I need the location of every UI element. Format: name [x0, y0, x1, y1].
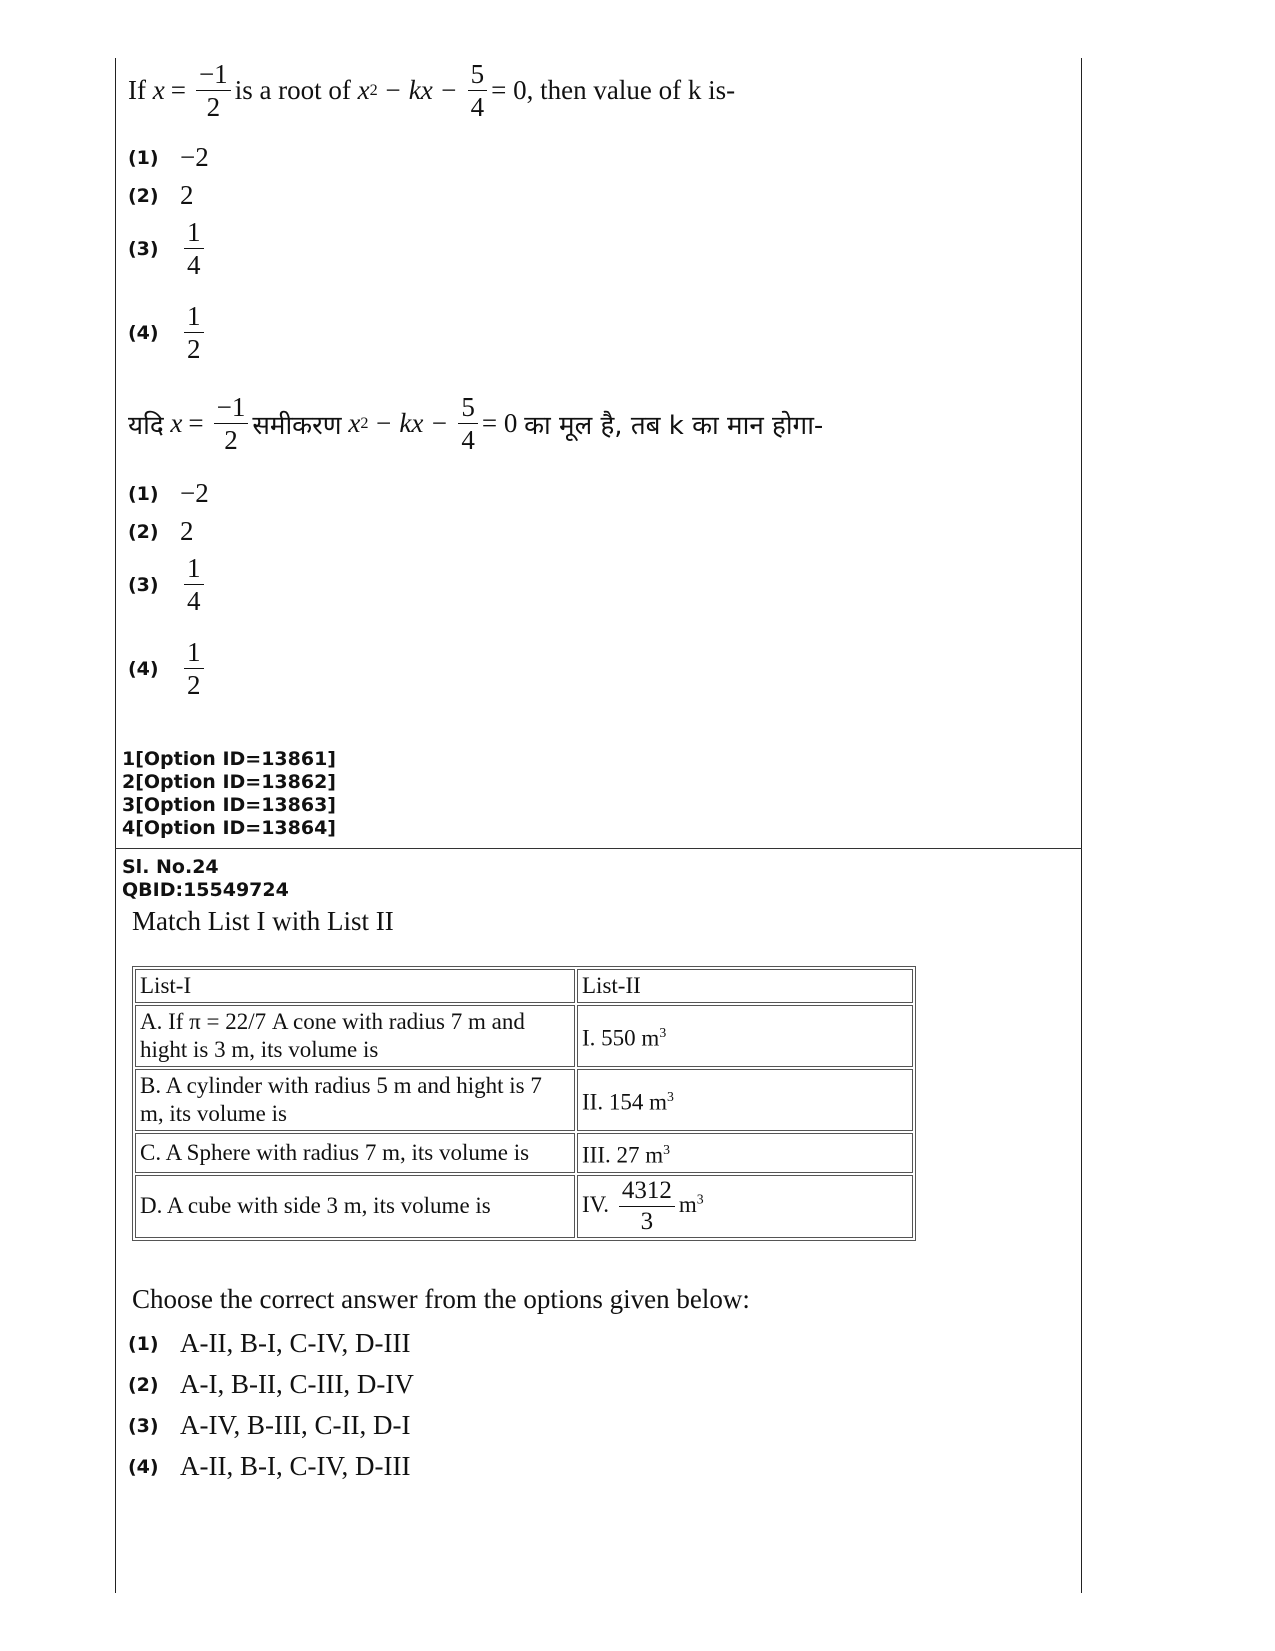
volume-denominator: 3 — [640, 1207, 654, 1235]
root-fraction-hi — [214, 393, 249, 455]
root-numerator-hi: −1 — [214, 393, 249, 424]
option-1-en[interactable] — [128, 142, 209, 173]
q-suffix-hi: का मूल है, तब k का मान होगा- — [524, 410, 824, 441]
option-fraction — [184, 638, 204, 700]
option-value: −2 — [180, 142, 209, 172]
option-denominator: 2 — [187, 334, 201, 365]
unit-exponent: 3 — [659, 1025, 667, 1041]
list-2-item-iv — [577, 1175, 913, 1239]
option-label: (3) — [128, 573, 159, 596]
list-2-item-iii — [577, 1133, 913, 1173]
option-label: (1) — [128, 146, 159, 169]
option-2-en[interactable] — [128, 180, 194, 211]
answer-instruction: Choose the correct answer from the options given below: — [132, 1284, 750, 1314]
option-value: A-II, B-I, C-IV, D-III — [180, 1328, 411, 1358]
option-numerator: 1 — [184, 638, 204, 669]
constant-denominator-hi: 4 — [461, 425, 475, 456]
poly-middle-hi: − kx − — [374, 408, 449, 439]
constant-fraction-hi — [458, 393, 478, 455]
list-2-text: I. 550 m — [582, 1025, 660, 1051]
option-label: (2) — [128, 184, 159, 207]
q24-option-4[interactable] — [128, 1451, 410, 1482]
option-denominator: 4 — [187, 250, 201, 281]
option-4-en[interactable] — [128, 302, 208, 364]
option-label: (3) — [128, 1414, 159, 1437]
q24-option-2[interactable] — [128, 1369, 414, 1400]
constant-numerator: 5 — [468, 60, 488, 91]
constant-numerator-hi: 5 — [458, 393, 478, 424]
option-value: −2 — [180, 478, 209, 508]
option-denominator: 4 — [187, 586, 201, 617]
list-2-header: List-II — [577, 969, 913, 1003]
volume-unit: m — [678, 1191, 697, 1217]
root-numerator: −1 — [196, 60, 231, 91]
option-id-2: 2[Option ID=13862] — [122, 771, 336, 793]
option-value: A-I, B-II, C-III, D-IV — [180, 1369, 414, 1399]
list-1-item-a: A. If π = 22/7 A cone with radius 7 m and hight is 3 m, its volume is — [135, 1005, 575, 1067]
q24-option-1[interactable] — [128, 1328, 410, 1359]
option-id-list — [122, 748, 336, 840]
list-1-item-d: D. A cube with side 3 m, its volume is — [135, 1175, 575, 1239]
root-fraction — [196, 60, 231, 122]
root-denominator: 2 — [206, 92, 221, 123]
question-text-hi — [128, 393, 823, 455]
option-label: (4) — [128, 657, 159, 680]
option-id-1: 1[Option ID=13861] — [122, 748, 336, 770]
volume-fraction — [619, 1178, 675, 1236]
q-prefix: If — [128, 75, 146, 106]
list-1-item-b: B. A cylinder with radius 5 m and hight is 7 m, its volume is — [135, 1069, 575, 1131]
list-2-item-i — [577, 1005, 913, 1067]
constant-denominator: 4 — [470, 92, 485, 123]
q-prefix-hi: यदि — [128, 410, 164, 441]
option-numerator: 1 — [184, 554, 204, 585]
list-2-text: III. 27 m — [582, 1142, 664, 1168]
unit-exponent: 3 — [666, 1089, 674, 1105]
poly-x: x — [357, 75, 370, 106]
unit-exponent: 3 — [663, 1142, 671, 1157]
question-text-en — [128, 60, 735, 122]
option-3-hi[interactable] — [128, 554, 208, 616]
option-label: (4) — [128, 321, 159, 344]
question-divider — [115, 848, 1082, 849]
option-numerator: 1 — [184, 218, 204, 249]
list-1-header: List-I — [135, 969, 575, 1003]
list-2-item-ii — [577, 1069, 913, 1131]
option-label: (3) — [128, 237, 159, 260]
option-value: 2 — [180, 180, 194, 210]
option-2-hi[interactable] — [128, 516, 194, 547]
option-1-hi[interactable] — [128, 478, 209, 509]
question-bank-id: QBID:15549724 — [122, 879, 289, 901]
option-fraction — [184, 554, 204, 616]
unit-exponent: 3 — [696, 1191, 704, 1207]
q-equals: = — [170, 75, 186, 106]
option-fraction — [184, 302, 204, 364]
q-var-x-hi: x — [170, 408, 183, 439]
option-fraction — [184, 218, 204, 280]
match-table — [132, 966, 916, 1241]
volume-numerator: 4312 — [619, 1178, 675, 1207]
poly-middle: − kx − — [383, 75, 458, 106]
q24-option-3[interactable] — [128, 1410, 410, 1441]
q-equals-hi: = — [188, 408, 204, 439]
table-header-row — [135, 969, 913, 1003]
table-row — [135, 1069, 913, 1131]
list-1-item-c: C. A Sphere with radius 7 m, its volume is — [135, 1133, 575, 1173]
option-label: (4) — [128, 1455, 159, 1478]
serial-number: Sl. No.24 — [122, 856, 219, 878]
table-row — [135, 1175, 913, 1239]
poly-exponent-hi: 2 — [360, 414, 369, 433]
option-id-4: 4[Option ID=13864] — [122, 817, 336, 839]
option-value: A-IV, B-III, C-II, D-I — [180, 1410, 411, 1440]
option-label: (1) — [128, 482, 159, 505]
option-denominator: 2 — [187, 670, 201, 701]
poly-exponent: 2 — [369, 81, 378, 100]
question-meta — [122, 856, 289, 902]
option-value: A-II, B-I, C-IV, D-III — [180, 1451, 411, 1481]
poly-x-hi: x — [348, 408, 361, 439]
table-row — [135, 1005, 913, 1067]
option-label: (2) — [128, 1373, 159, 1396]
list-2-prefix: IV. — [582, 1191, 610, 1217]
option-id-3: 3[Option ID=13863] — [122, 794, 336, 816]
question-prompt: Match List I with List II — [132, 906, 394, 936]
option-4-hi[interactable] — [128, 638, 208, 700]
option-numerator: 1 — [184, 302, 204, 333]
option-value: 2 — [180, 516, 194, 546]
root-denominator-hi: 2 — [224, 425, 238, 456]
q-mid-text-hi: समीकरण — [252, 410, 342, 441]
option-label: (2) — [128, 520, 159, 543]
option-3-en[interactable] — [128, 218, 208, 280]
constant-fraction — [468, 60, 488, 122]
table-row — [135, 1133, 913, 1173]
q-mid-text: is a root of — [234, 75, 351, 106]
q-var-x: x — [152, 75, 165, 106]
q-equals-zero-hi: = 0 — [481, 408, 518, 439]
option-label: (1) — [128, 1332, 159, 1355]
list-2-text: II. 154 m — [582, 1089, 667, 1115]
q-equals-zero: = 0 — [491, 75, 527, 106]
q-suffix: , then value of k is- — [526, 75, 736, 106]
